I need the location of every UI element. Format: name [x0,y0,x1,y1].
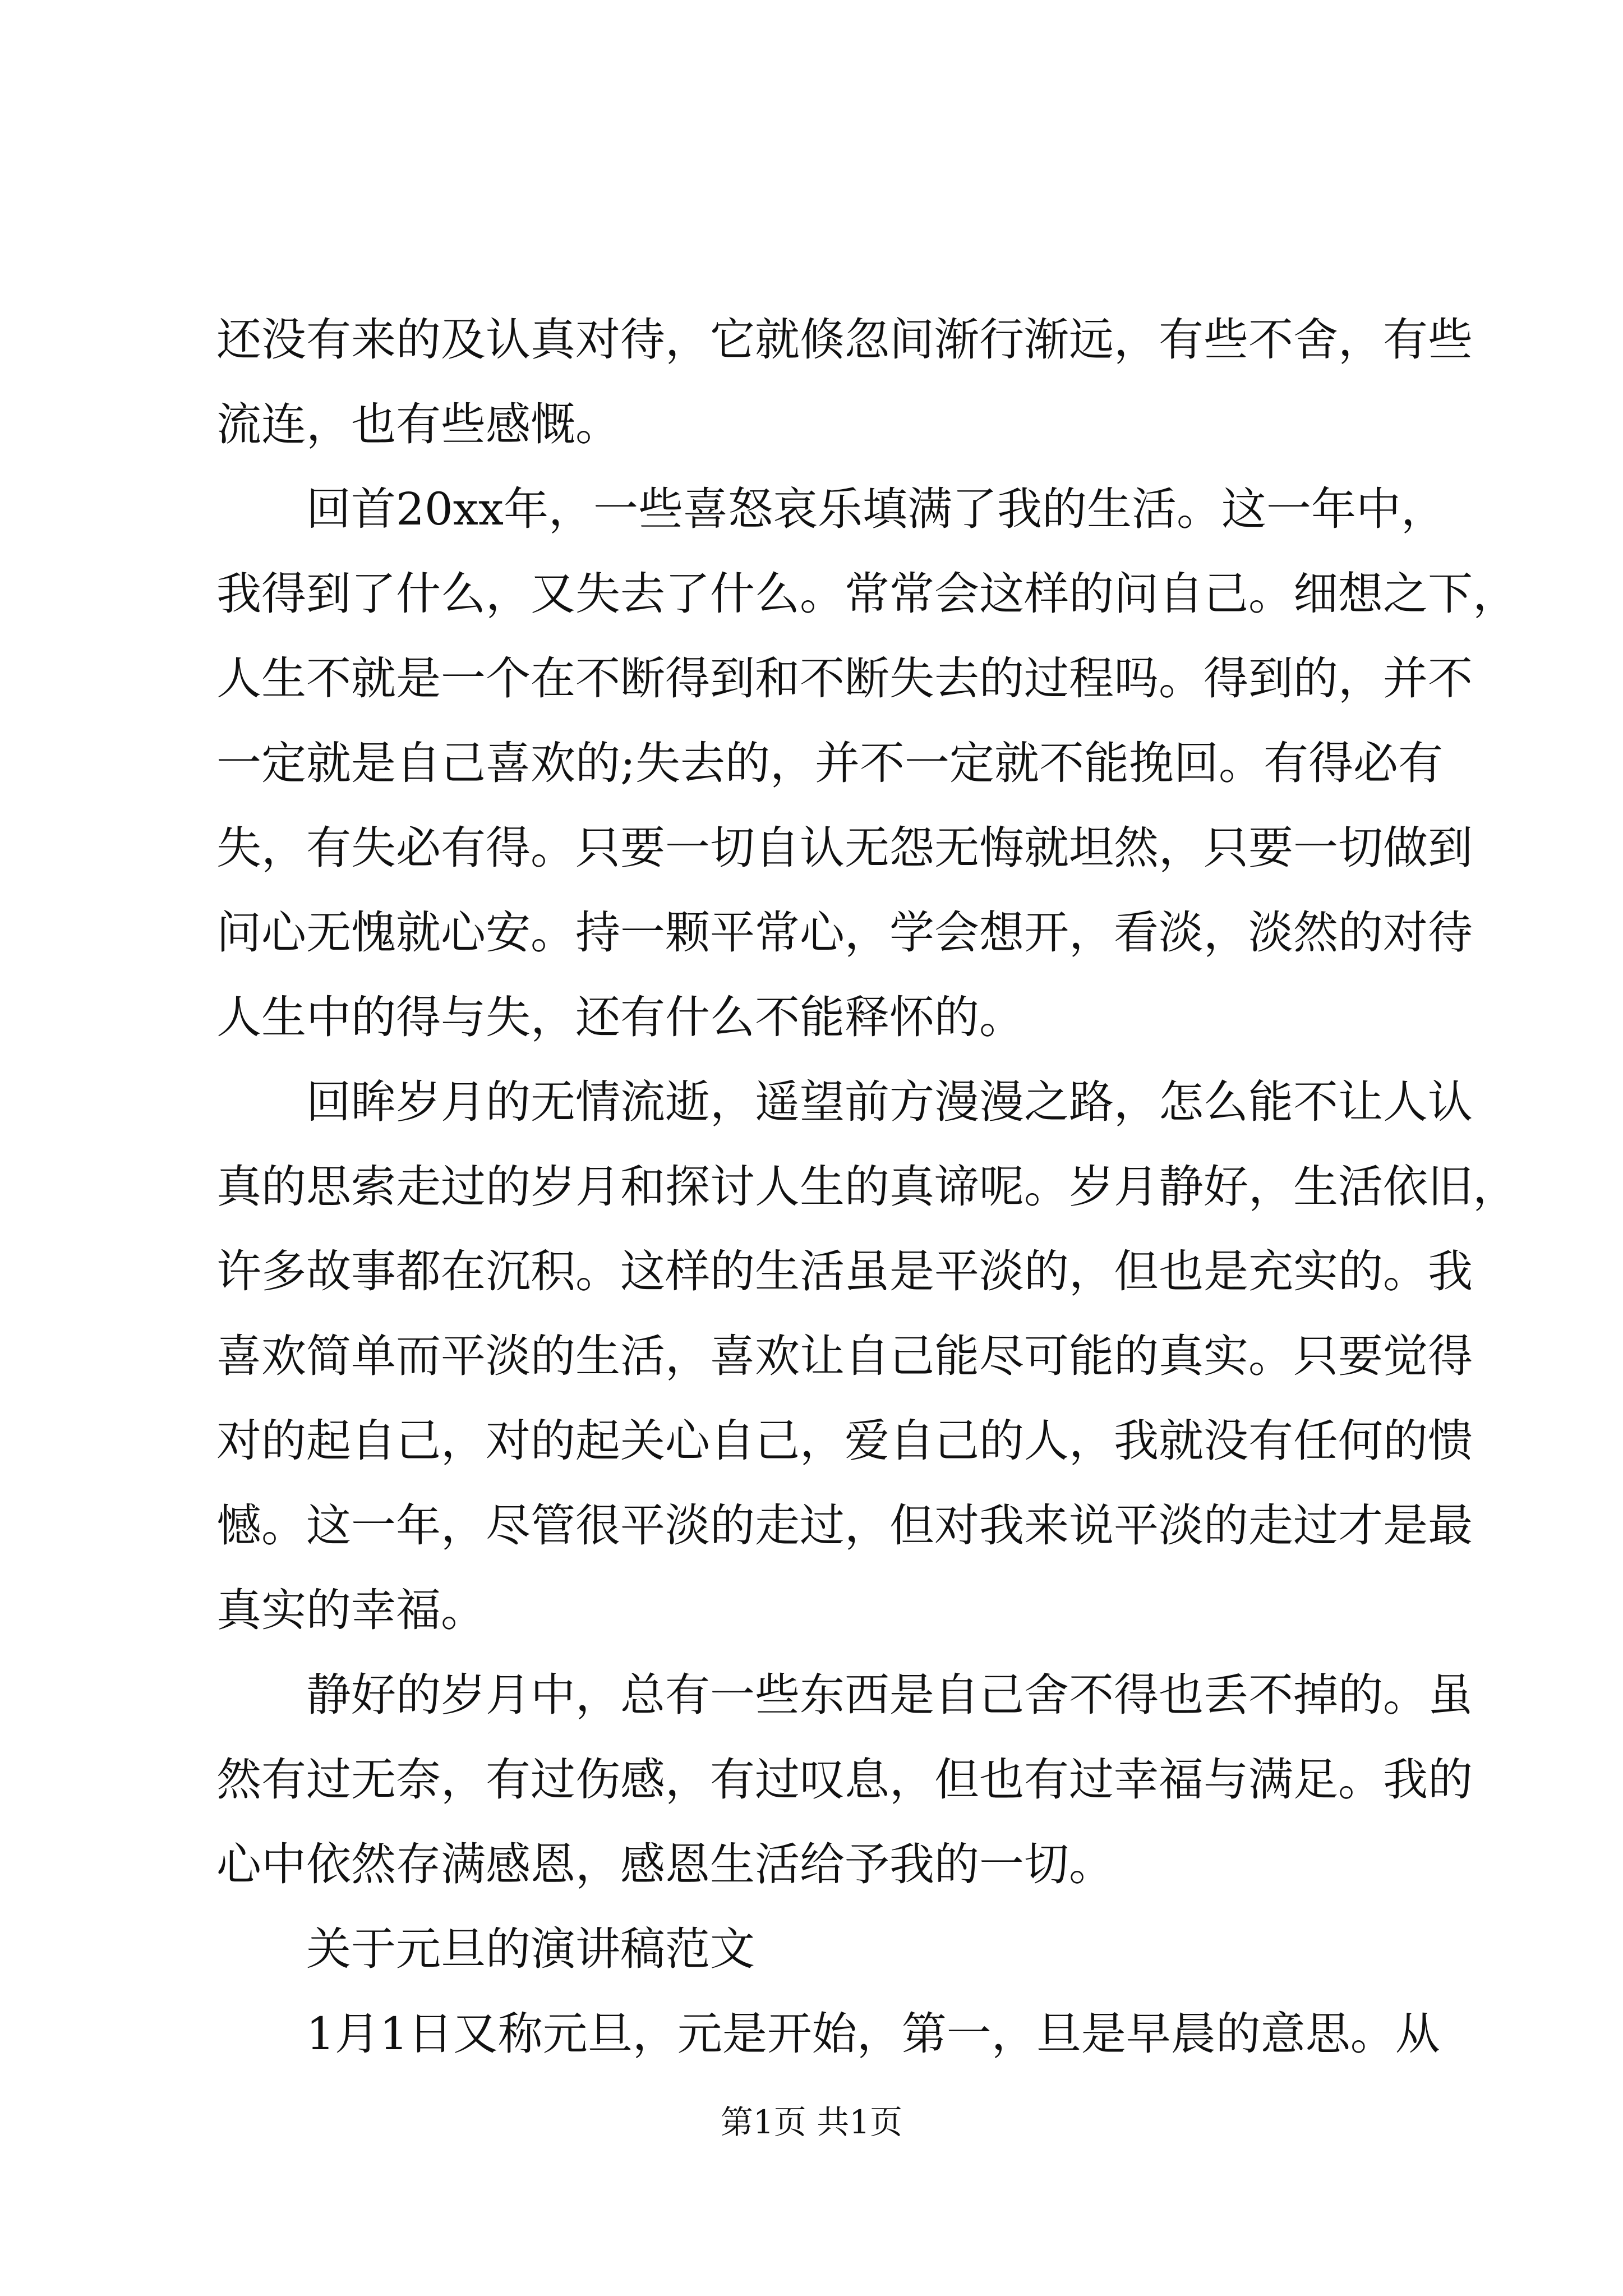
paragraph-line: 我得到了什么，又失去了什么。常常会这样的问自己。细想之下， [216,568,1518,620]
paragraph-3 [216,1060,1518,1653]
paragraph-line: 真的思索走过的岁月和探讨人生的真谛呢。岁月静好，生活依旧， [216,1161,1518,1213]
paragraph-line: 还没有来的及认真对待，它就倏忽间渐行渐远，有些不舍，有些 [216,314,1473,366]
paragraph-line: 失，有失必有得。只要一切自认无怨无悔就坦然，只要一切做到 [216,822,1473,874]
paragraph-line: 对的起自己，对的起关心自己，爱自己的人，我就没有任何的愦 [216,1415,1473,1467]
paragraph-line: 人生中的得与失，还有什么不能释怀的。 [216,991,1024,1043]
paragraph-4 [216,1653,1473,1907]
paragraph-line: 回眸岁月的无情流逝，遥望前方漫漫之路，怎么能不让人认 [306,1076,1473,1128]
paragraph-line: 心中依然存满感恩，感恩生活给予我的一切。 [216,1838,1114,1890]
paragraph-line: 真实的幸福。 [216,1584,486,1636]
paragraph-line: 静好的岁月中，总有一些东西是自己舍不得也丢不掉的。虽 [306,1669,1473,1721]
paragraph-line: 许多故事都在沉积。这样的生活虽是平淡的，但也是充实的。我 [216,1245,1473,1297]
paragraph-2 [216,467,1518,1060]
paragraph-line: 一定就是自己喜欢的;失去的，并不一定就不能挽回。有得必有 [216,737,1443,789]
paragraph-line: 人生不就是一个在不断得到和不断失去的过程吗。得到的，并不 [216,652,1473,705]
paragraph-5 [216,1991,1440,2076]
page-footer: 第1页 共1页 [720,2103,903,2141]
document-body [216,297,1518,2076]
paragraph-line: 1月1日又称元旦，元是开始，第一，旦是早晨的意思。从 [306,2008,1440,2060]
section-heading [216,1907,1428,1991]
paragraph-1 [216,297,1473,467]
paragraph-line: 回首20xx年，一些喜怒哀乐填满了我的生活。这一年中， [306,483,1446,535]
paragraph-line: 然有过无奈，有过伤感，有过叹息，但也有过幸福与满足。我的 [216,1754,1473,1806]
paragraph-line: 问心无愧就心安。持一颗平常心，学会想开，看淡，淡然的对待 [216,907,1473,959]
paragraph-line: 喜欢简单而平淡的生活，喜欢让自己能尽可能的真实。只要觉得 [216,1330,1473,1382]
paragraph-line: 流连，也有些感慨。 [216,398,620,450]
heading-line: 关于元旦的演讲稿范文 [306,1923,755,1975]
paragraph-line: 憾。这一年，尽管很平淡的走过，但对我来说平淡的走过才是最 [216,1499,1473,1552]
